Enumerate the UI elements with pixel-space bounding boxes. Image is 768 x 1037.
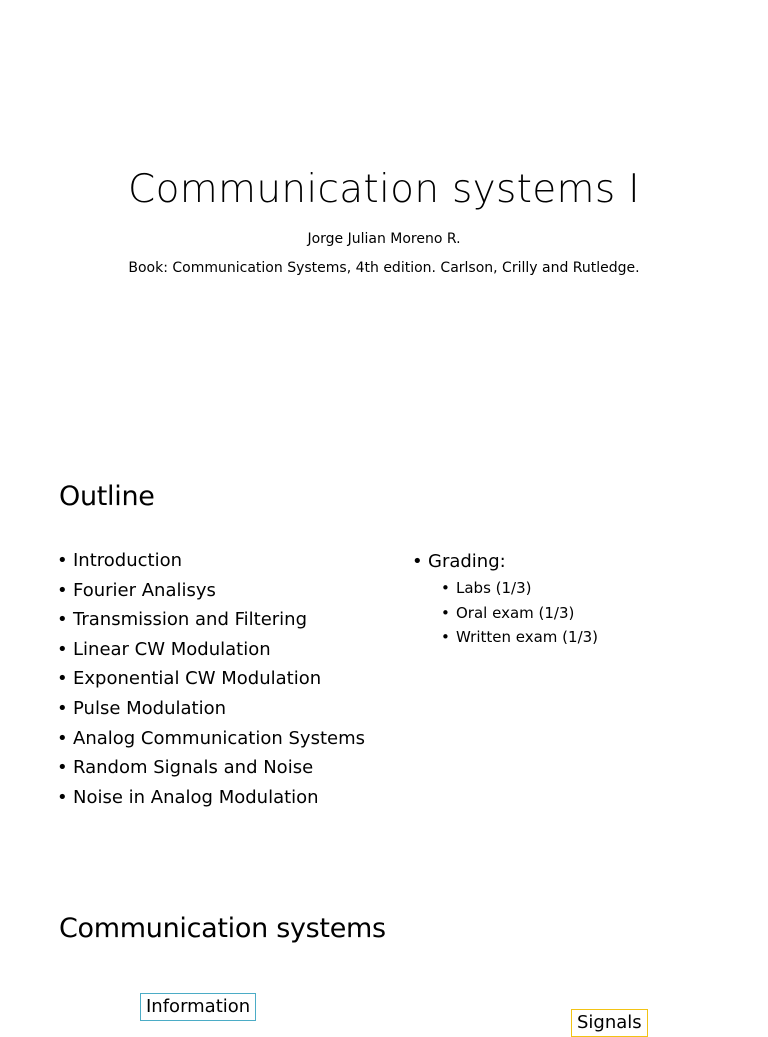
topic-label: Introduction — [73, 550, 183, 571]
bullet-icon: • — [57, 609, 68, 631]
topic-item — [57, 576, 365, 606]
topic-label: Noise in Analog Modulation — [73, 786, 319, 808]
book-reference: Book: Communication Systems, 4th edition. Carlson, Crilly and Rutledge. — [128, 260, 640, 276]
grading-subitem — [441, 576, 598, 601]
topic-label: Analog Communication Systems — [73, 727, 366, 749]
topic-label: Exponential CW Modulation — [73, 668, 322, 690]
topic-item — [57, 664, 365, 694]
grading-subitem — [441, 625, 598, 650]
topic-label: Transmission and Filtering — [73, 609, 307, 631]
bullet-icon: • — [57, 638, 68, 660]
bullet-icon: • — [441, 603, 450, 622]
bullet-icon: • — [57, 757, 68, 779]
topic-item — [57, 753, 365, 783]
presentation-title: Communication systems I — [128, 167, 640, 212]
comm-heading: Communication systems — [59, 913, 386, 944]
bullet-icon: • — [57, 786, 68, 808]
bullet-icon: • — [441, 579, 450, 597]
author-name: Jorge Julian Moreno R. — [307, 231, 461, 247]
grading-subitem-label: Labs (1/3) — [456, 579, 532, 597]
bullet-icon: • — [57, 697, 68, 719]
title-slide — [0, 0, 768, 432]
topic-item — [57, 546, 365, 576]
grading-subitem — [441, 601, 598, 626]
grading-item — [412, 548, 598, 650]
bullet-icon: • — [57, 668, 68, 690]
grading-label: Grading: — [428, 551, 506, 572]
communication-systems-slide — [0, 864, 768, 1033]
topic-label: Linear CW Modulation — [73, 638, 271, 660]
information-box: Information — [140, 993, 256, 1021]
topic-item — [57, 694, 365, 724]
topic-list — [57, 546, 365, 812]
bullet-icon: • — [412, 551, 423, 572]
grading-subitem-label: Written exam (1/3) — [456, 628, 599, 646]
bullet-icon: • — [57, 579, 68, 601]
topic-label: Random Signals and Noise — [73, 757, 314, 779]
topic-item — [57, 724, 365, 754]
topic-item — [57, 635, 365, 665]
topic-item — [57, 605, 365, 635]
topic-item — [57, 783, 365, 813]
grading-list — [412, 548, 598, 650]
bullet-icon: • — [57, 550, 68, 571]
bullet-icon: • — [441, 628, 450, 646]
topic-label: Fourier Analisys — [73, 579, 216, 601]
grading-subitem-label: Oral exam (1/3) — [456, 603, 575, 622]
grading-breakdown — [412, 576, 598, 650]
signals-box: Signals — [571, 1009, 648, 1037]
bullet-icon: • — [57, 727, 68, 749]
outline-heading: Outline — [59, 481, 155, 512]
outline-slide — [0, 432, 768, 864]
topic-label: Pulse Modulation — [73, 697, 227, 719]
